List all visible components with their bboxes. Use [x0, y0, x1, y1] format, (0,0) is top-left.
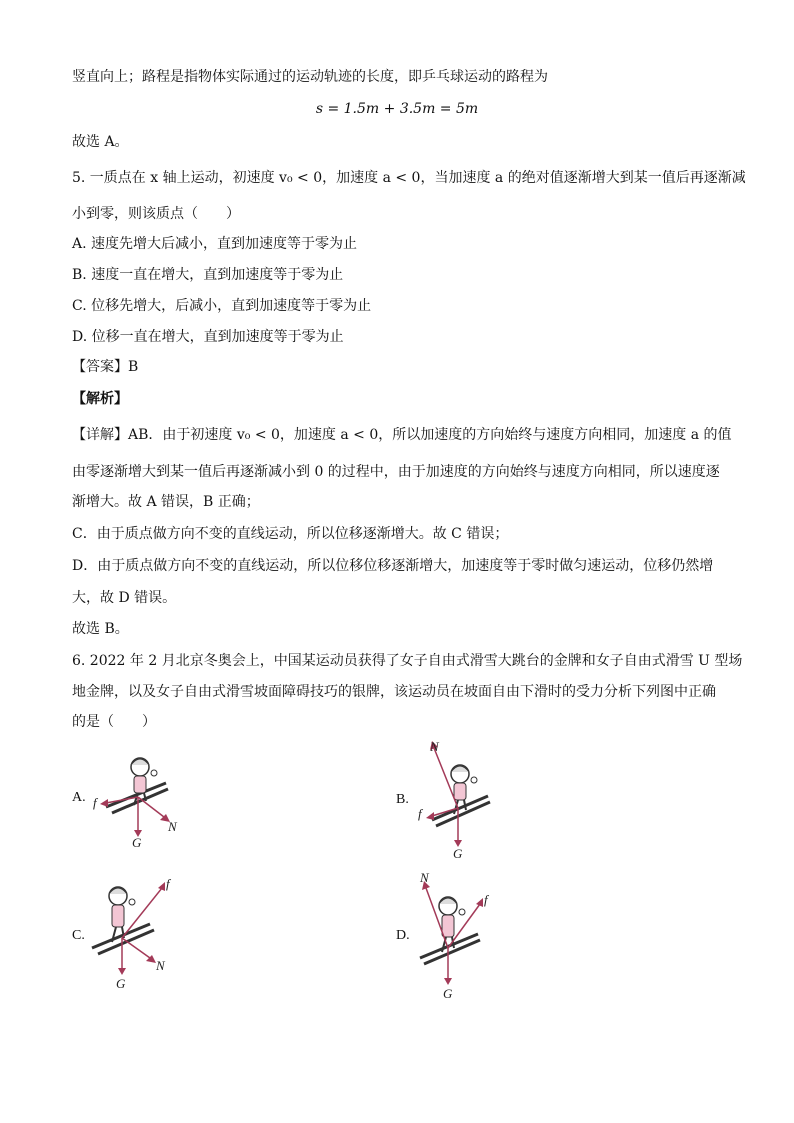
question-6-stem-cont: 地金牌，以及女子自由式滑雪坡面障碍技巧的银牌，该运动员在坡面自由下滑时的受力分析下列图中正确	[72, 684, 716, 700]
f-label: f	[418, 806, 422, 821]
option-a: A. 速度先增大后减小，直到加速度等于零为止	[72, 236, 358, 252]
G-label: G	[116, 976, 126, 991]
option-b-label: B.	[396, 792, 409, 807]
option-a-figure	[88, 745, 198, 855]
option-d-label: D.	[396, 928, 410, 943]
N-label: N	[430, 739, 439, 754]
analysis-heading: 【解析】	[72, 391, 128, 407]
friction-arrow	[122, 888, 162, 938]
question-6-stem-cont: 的是（ ）	[72, 714, 156, 730]
skier-icon	[432, 765, 490, 826]
detail-line: 由零逐渐增大到某一值后再逐渐减小到 0 的过程中，由于加速度的方向始终与速度方向相同，所以速度逐	[72, 464, 720, 480]
option-c-figure	[88, 876, 198, 994]
detail-line: 大，故 D 错误。	[72, 590, 177, 606]
detail-line: 渐增大。故 A 错误，B 正确；	[72, 494, 260, 510]
G-label: G	[132, 835, 142, 850]
option-b: B. 速度一直在增大，直到加速度等于零为止	[72, 267, 344, 283]
detail-line: 【详解】AB．由于初速度 v₀ < 0，加速度 a < 0，所以加速度的方向始终与速度方向相同，加速度 a 的值	[72, 427, 732, 443]
question-5-stem-cont: 小到零，则该质点（ ）	[72, 206, 240, 222]
f-label: f	[93, 795, 97, 810]
f-label: f	[484, 892, 488, 907]
conclusion: 故选 B。	[72, 621, 129, 637]
N-label: N	[420, 870, 429, 885]
f-label: f	[166, 876, 170, 891]
G-label: G	[443, 986, 453, 1000]
detail-line: D．由于质点做方向不变的直线运动，所以位移位移逐渐增大，加速度等于零时做匀速运动，位移仍然增	[72, 558, 714, 574]
option-d-figure	[412, 868, 512, 1000]
answer: 【答案】B	[72, 359, 139, 375]
N-label: N	[156, 958, 165, 973]
option-c-label: C.	[72, 928, 85, 943]
text-line: 竖直向上；路程是指物体实际通过的运动轨迹的长度，即乒乓球运动的路程为	[72, 69, 548, 85]
skier-icon	[92, 887, 154, 954]
text-line: 故选 A。	[72, 134, 129, 150]
normal-arrow	[122, 938, 150, 958]
option-d: D. 位移一直在增大，直到加速度等于零为止	[72, 329, 344, 345]
N-label: N	[168, 819, 177, 834]
question-6-stem: 6. 2022 年 2 月北京冬奥会上，中国某运动员获得了女子自由式滑雪大跳台的金牌和女子自由式滑雪 U 型场	[72, 653, 743, 669]
formula: s = 1.5m + 3.5m = 5m	[315, 101, 479, 117]
skier-icon	[420, 897, 480, 964]
question-5-stem: 5. 一质点在 x 轴上运动，初速度 v₀ < 0，加速度 a < 0，当加速度 a 的绝对值逐渐增大到某一值后再逐渐减	[72, 170, 746, 186]
normal-arrow	[138, 797, 164, 817]
option-c: C. 位移先增大，后减小，直到加速度等于零为止	[72, 298, 372, 314]
G-label: G	[453, 846, 463, 861]
option-a-label: A.	[72, 790, 86, 805]
skier-icon	[106, 758, 168, 813]
option-b-figure	[412, 738, 512, 863]
detail-line: C．由于质点做方向不变的直线运动，所以位移逐渐增大。故 C 错误；	[72, 526, 509, 542]
